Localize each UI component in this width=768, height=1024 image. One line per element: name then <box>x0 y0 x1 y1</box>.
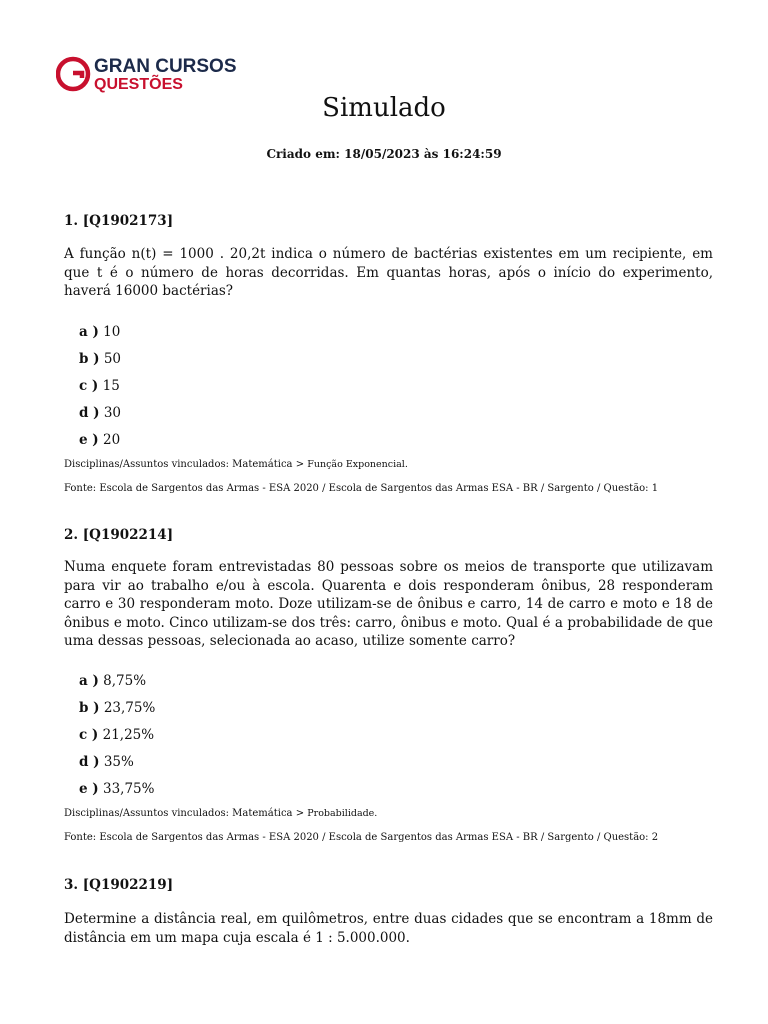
option-letter: b ) <box>79 700 100 716</box>
question-1-option-c[interactable] <box>79 378 120 394</box>
question-3-heading: 3. [Q1902219] <box>64 877 174 893</box>
question-1-option-d[interactable] <box>79 405 121 421</box>
subjects-label: Disciplinas/Assuntos vinculados: Matemática > <box>64 459 308 470</box>
option-value: 35% <box>103 754 134 770</box>
option-letter: d ) <box>79 405 100 421</box>
option-letter: e ) <box>79 432 99 448</box>
option-value: 30 <box>103 405 122 421</box>
option-value: 8,75% <box>103 673 147 689</box>
logo-graphic <box>56 54 256 94</box>
option-letter: b ) <box>79 351 100 367</box>
question-2-option-a[interactable] <box>79 673 146 689</box>
question-1-option-b[interactable] <box>79 351 121 367</box>
option-value: 23,75% <box>103 700 156 716</box>
option-letter: e ) <box>79 781 99 797</box>
subjects-label: Disciplinas/Assuntos vinculados: Matemática > <box>64 808 308 819</box>
gran-cursos-logo <box>56 54 256 94</box>
question-2-text: Numa enquete foram entrevistadas 80 pessoas sobre os meios de transporte que utilizavam para vir ao trabalho e/ou à escola. Quarenta e dois responderam ônibus, 28 responderam carro e 30 responderam moto. Doze utilizam-se de ônibus e carro, 14 de carro e moto e 18 de ônibus e moto. Cinco utilizam-se dos três: carro, ônibus e moto. Qual é a probabilidade de que uma dessas pessoas, selecionada ao acaso, utilize somente carro? <box>64 559 713 649</box>
page-title: Simulado <box>322 93 446 123</box>
question-2-option-b[interactable] <box>79 700 155 716</box>
question-1-source: Fonte: Escola de Sargentos das Armas - ESA 2020 / Escola de Sargentos das Armas ESA - BR / Sargento / Questão: 1 <box>64 483 659 494</box>
option-value: 50 <box>103 351 122 367</box>
logo-line1: GRAN CURSOS <box>94 56 237 77</box>
subjects-topic: Função Exponencial. <box>307 459 408 470</box>
option-letter: d ) <box>79 754 100 770</box>
question-2-option-d[interactable] <box>79 754 134 770</box>
question-2-option-c[interactable] <box>79 727 154 743</box>
created-timestamp: Criado em: 18/05/2023 às 16:24:59 <box>266 147 502 161</box>
option-letter: c ) <box>79 378 99 394</box>
question-2-source: Fonte: Escola de Sargentos das Armas - ESA 2020 / Escola de Sargentos das Armas ESA - BR / Sargento / Questão: 2 <box>64 832 659 843</box>
question-1-option-a[interactable] <box>79 324 120 340</box>
option-value: 33,75% <box>102 781 155 797</box>
question-3-text: Determine a distância real, em quilômetros, entre duas cidades que se encontram a 18mm de distância em um mapa cuja escala é 1 : 5.000.000. <box>64 911 713 946</box>
option-letter: a ) <box>79 673 99 689</box>
question-1-option-e[interactable] <box>79 432 120 448</box>
option-value: 21,25% <box>102 727 155 743</box>
question-2-option-e[interactable] <box>79 781 154 797</box>
question-1-heading: 1. [Q1902173] <box>64 213 174 229</box>
option-letter: a ) <box>79 324 99 340</box>
logo-line2: QUESTÕES <box>94 76 183 93</box>
question-1-subjects <box>64 459 408 470</box>
option-value: 15 <box>102 378 120 394</box>
question-2-heading: 2. [Q1902214] <box>64 527 174 543</box>
question-1-text: A função n(t) = 1000 . 20,2t indica o número de bactérias existentes em um recipiente, em que t é o número de horas decorridas. Em quantas horas, após o início do experimento, haverá 16000 bactérias? <box>64 246 713 299</box>
option-value: 20 <box>102 432 121 448</box>
subjects-topic: Probabilidade. <box>307 808 378 819</box>
option-letter: c ) <box>79 727 99 743</box>
option-value: 10 <box>103 324 121 340</box>
question-2-subjects <box>64 808 377 819</box>
